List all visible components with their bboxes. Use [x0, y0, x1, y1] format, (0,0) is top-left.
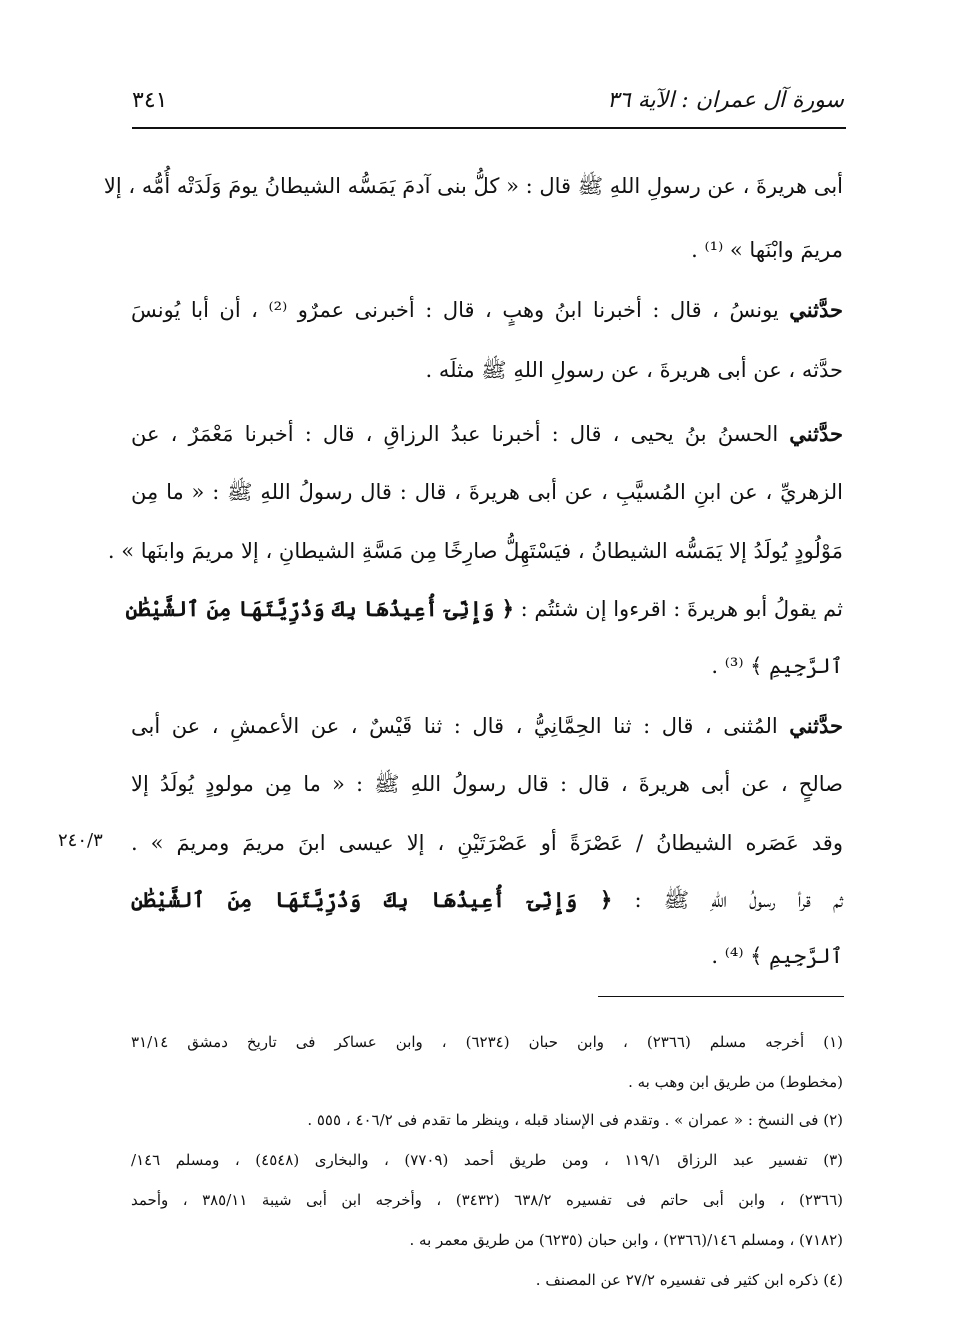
- p4-line-2: صالحٍ ، عن أبى هريرةَ ، قال : قال رسولُ اللهِ ﷺ : « ما مِن مولودٍ يُولَدُ إلا: [131, 772, 843, 796]
- p3-line-1: [131, 420, 843, 448]
- p4-line-4: [131, 886, 843, 914]
- header-rule: [132, 127, 846, 129]
- page-number: ٣٤١: [132, 88, 168, 113]
- p3-lead: حدَّثني: [789, 421, 843, 446]
- p4-lead: حدَّثني: [789, 713, 843, 738]
- p1-line-2: مريمَ وابْنَها » ⁽¹⁾ .: [691, 238, 843, 262]
- p3-line-4-text: ثم يقولُ أبو هريرةَ : اقرءوا إن شئتُم :: [520, 597, 843, 621]
- footnote-3-line-3: (٧١٨٢) ، ومسلم ١٤٦/(٢٣٦٦) ، وابن حبان (٦٢٣٥) من طريق معمر به .: [409, 1231, 843, 1249]
- margin-reference: ٢٤٠/٣: [58, 830, 103, 851]
- footnote-2: (٢) فى النسخ : « عمران » . وتقدم فى الإسناد قبله ، وينظر ما تقدم فى ٤٠٦/٢ ، ٥٥٥ .: [307, 1111, 843, 1129]
- footnote-3-line-1: (٣) تفسير عبد الرزاق ١١٩/١ ، ومن طريق أحمد (٧٧٠٩) ، والبخارى (٤٥٤٨) ، ومسلم ١٤٦/: [131, 1151, 843, 1169]
- p3-line-4: [125, 595, 843, 623]
- running-title: سورة آل عمران : الآية ٣٦: [607, 88, 844, 113]
- footnote-4: (٤) ذكره ابن كثير فى تفسيره ٢٧/٢ عن المصنف .: [535, 1271, 843, 1289]
- p4-line-4-text: ثم قرأ رسولُ اللهِ ﷺ :: [634, 888, 843, 912]
- p1-line-1: أبى هريرةَ ، عن رسولِ اللهِ ﷺ قال : « كلُّ بنى آدمَ يَمَسُّه الشيطانُ يومَ وَلَدَتْه أُمُّه ، إلا: [103, 174, 843, 198]
- p4-line-1: [131, 712, 843, 740]
- p3-line-1-text: الحسنُ بنُ يحيى ، قال : أخبرنا عبدُ الرزاقِ ، قال : أخبرنا مَعْمَرٌ ، عن: [131, 422, 779, 446]
- p4-line-5: ٱلرَّجِيمِ ﴾ ⁽⁴⁾ .: [711, 944, 843, 968]
- footnote-3-line-2: (٢٣٦٦) ، وابن أبى حاتم فى تفسيره ٦٣٨/٢ (٣٤٣٢) ، وأخرجه ابن أبى شيبة ٣٨٥/١١ ، وأحمد: [131, 1191, 843, 1209]
- footnote-rule: [598, 996, 844, 997]
- footnote-1-line-1: (١) أخرجه مسلم (٢٣٦٦) ، وابن حبان (٦٢٣٤) ، وابن عساكر فى تاريخ دمشق ٣١/١٤: [131, 1033, 844, 1051]
- footnote-1-line-2: (مخطوط) من طريق ابن وهب به .: [628, 1073, 843, 1091]
- quran-verse: ﴿ وَإِنِّىٓ أُعِيذُهَا بِكَ وَذُرِّيَّتَهَا مِنَ ٱلشَّيْطَٰنِ: [125, 596, 514, 621]
- page-header: [132, 82, 844, 122]
- p4-line-3: وقد عَصَره الشيطانُ / عَصْرَةً أو عَصْرَتَيْنِ ، إلا عيسى ابنَ مريمَ ومريمَ » .: [131, 831, 843, 855]
- p2-line-2: حدَّثه ، عن أبى هريرةَ ، عن رسولِ اللهِ ﷺ مثلَه .: [425, 358, 843, 382]
- p2-line-1-text: يونسُ ، قال : أخبرنا ابنُ وهبٍ ، قال : أخبرنى عمرٌو ⁽²⁾ ، أن أبا يُونسَ: [131, 298, 779, 322]
- p2-lead: حدَّثني: [789, 297, 843, 322]
- quran-verse: ﴿ وَإِنِّىٓ أُعِيذُهَا بِكَ وَذُرِّيَّتَهَا مِنَ ٱلشَّيْطَٰنِ: [131, 887, 613, 912]
- p4-line-1-text: المُثنى ، قال : ثنا الحِمَّانِيُّ ، قال : ثنا قَيْسٌ ، عن الأعمشِ ، عن أبى: [131, 714, 778, 738]
- p2-line-1: [131, 296, 843, 324]
- p3-line-5: ٱلرَّجِيمِ ﴾ ⁽³⁾ .: [711, 654, 843, 678]
- p3-line-2: الزهريِّ ، عن ابنِ المُسيَّبِ ، عن أبى هريرةَ ، قال : قال رسولُ اللهِ ﷺ : « ما مِن: [131, 480, 843, 504]
- p3-line-3: مَوْلُودٍ يُولَدُ إلا يَمَسُّه الشيطانُ ، فيَسْتَهِلُّ صارِخًا مِن مَسَّةِ الشيطانِ ، إلا مريمَ وابنَها » .: [107, 539, 843, 563]
